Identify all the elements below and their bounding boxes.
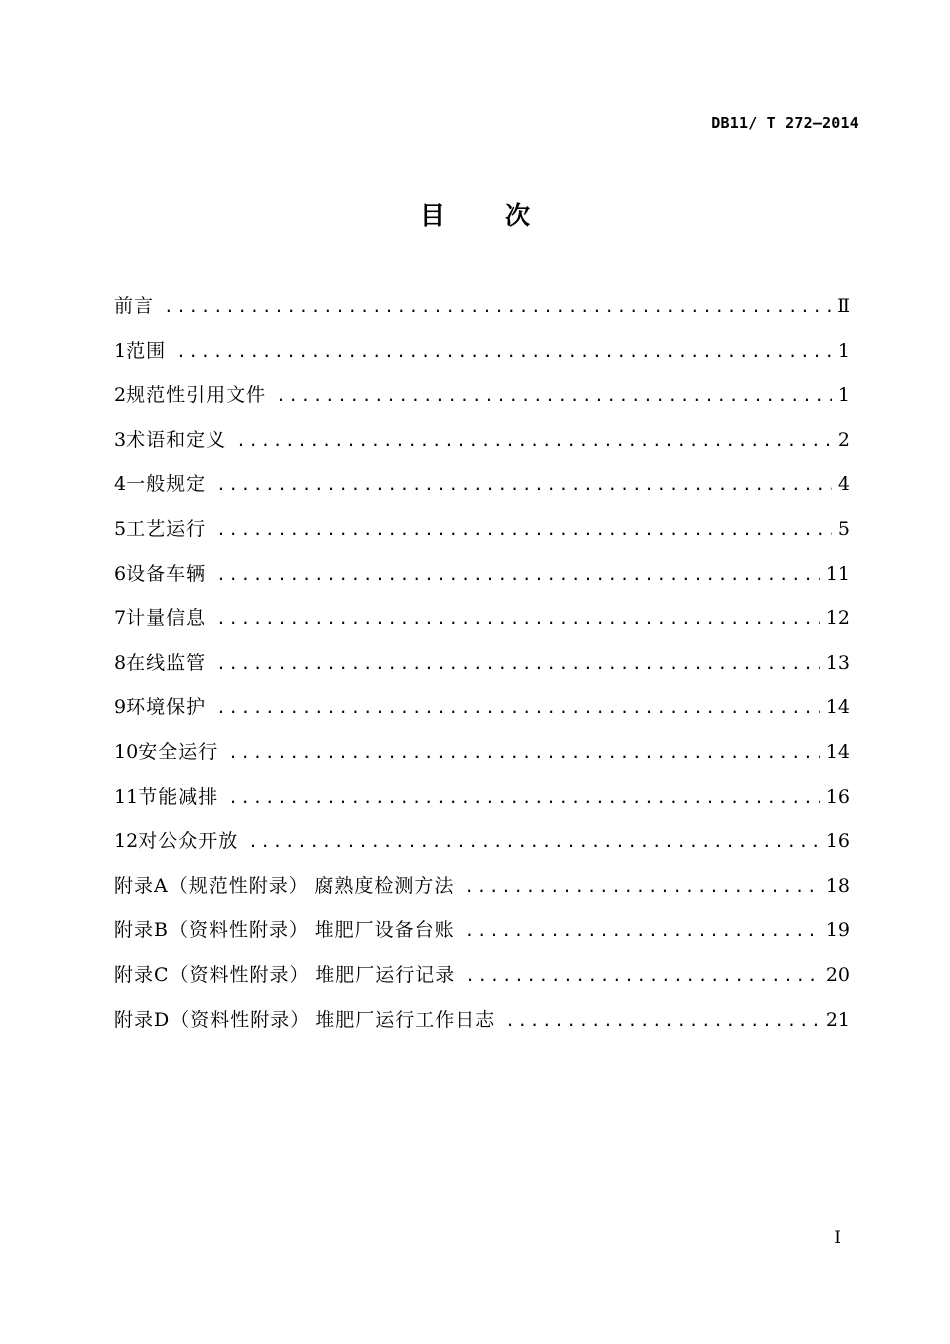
toc-entry-page: 19 (825, 919, 850, 942)
toc-entry-label: 设备车辆 (126, 562, 207, 585)
toc-entry-number: 11 (114, 785, 139, 808)
toc-entry-subtitle: 堆肥厂运行记录 (315, 963, 456, 986)
toc-leader-dots (216, 463, 832, 508)
toc-entry-label: 节能减排 (138, 785, 219, 808)
toc-entry-page: 18 (825, 874, 850, 897)
toc-leader-dots (216, 597, 820, 642)
toc-entry-label: 范围 (126, 339, 167, 362)
toc-entry-appendix-c[interactable] (114, 953, 850, 998)
toc-leader-dots (248, 820, 820, 865)
toc-entry-number: 1 (114, 339, 127, 362)
toc-entry-page: 11 (825, 562, 850, 585)
toc-entry-number: 10 (114, 740, 139, 763)
toc-entry-subtitle: 堆肥厂运行工作日志 (315, 1008, 496, 1031)
toc-entry-12[interactable] (114, 819, 850, 864)
toc-entry-label: 一般规定 (126, 473, 207, 496)
toc-entry-page: 14 (825, 696, 850, 719)
toc-leader-dots (216, 642, 820, 687)
toc-entry-label: 规范性引用文件 (126, 384, 267, 407)
toc-entry-page: 14 (825, 740, 850, 763)
page-number: I (834, 1228, 841, 1248)
toc-entry-label: 附录A（规范性附录） (114, 874, 309, 897)
toc-leader-dots (216, 686, 820, 731)
toc-entry-page: 5 (837, 517, 850, 540)
toc-entry-page: 16 (825, 785, 850, 808)
toc-entry-label: 环境保护 (126, 696, 207, 719)
toc-entry-number: 9 (114, 696, 127, 719)
toc-entry-3[interactable] (114, 418, 850, 463)
toc-entry-label: 在线监管 (126, 651, 207, 674)
toc-entry-number: 4 (114, 473, 127, 496)
toc-entry-number: 12 (114, 830, 139, 853)
toc-leader-dots (228, 776, 820, 821)
toc-entry-page: 2 (837, 428, 850, 451)
toc-entry-6[interactable] (114, 552, 850, 597)
toc-entry-number: 8 (114, 651, 127, 674)
toc-entry-page: 1 (837, 384, 850, 407)
toc-entry-8[interactable] (114, 641, 850, 686)
toc-entry-page: 20 (825, 963, 850, 986)
toc-entry-1[interactable] (114, 329, 850, 374)
toc-title-char-2: 次 (505, 201, 531, 230)
toc-leader-dots (216, 508, 832, 553)
toc-title-char-1: 目 (419, 201, 445, 230)
toc-entry-label: 对公众开放 (138, 830, 239, 853)
toc-entry-5[interactable] (114, 507, 850, 552)
toc-entry-appendix-b[interactable] (114, 908, 850, 953)
toc-leader-dots (216, 553, 820, 598)
toc-leader-dots (505, 999, 820, 1044)
toc-entry-page: 16 (825, 830, 850, 853)
toc-entry-page: Ⅱ (837, 295, 850, 317)
toc-entry-label: 工艺运行 (126, 517, 207, 540)
table-of-contents (114, 284, 850, 1042)
toc-entry-number: 2 (114, 384, 127, 407)
toc-entry-label: 安全运行 (138, 740, 219, 763)
toc-entry-9[interactable] (114, 685, 850, 730)
toc-leader-dots (464, 865, 819, 910)
toc-entry-page: 4 (837, 473, 850, 496)
toc-entry-foreword[interactable] (114, 284, 850, 329)
toc-entry-page: 21 (825, 1008, 850, 1031)
toc-entry-4[interactable] (114, 462, 850, 507)
toc-entry-appendix-a[interactable] (114, 864, 850, 909)
toc-entry-page: 12 (825, 607, 850, 630)
toc-leader-dots (176, 330, 832, 375)
toc-leader-dots (465, 954, 820, 999)
toc-entry-7[interactable] (114, 596, 850, 641)
toc-entry-label: 附录B（资料性附录） (114, 919, 309, 942)
toc-entry-page: 13 (825, 651, 850, 674)
toc-entry-label: 附录D（资料性附录） (114, 1008, 311, 1031)
toc-entry-subtitle: 腐熟度检测方法 (314, 874, 455, 897)
toc-leader-dots (236, 419, 832, 464)
toc-entry-11[interactable] (114, 775, 850, 820)
toc-entry-number: 5 (114, 517, 127, 540)
toc-entry-10[interactable] (114, 730, 850, 775)
toc-entry-label: 附录C（资料性附录） (114, 963, 310, 986)
toc-entry-2[interactable] (114, 373, 850, 418)
toc-entry-page: 1 (837, 339, 850, 362)
toc-entry-number: 7 (114, 607, 127, 630)
toc-entry-label: 计量信息 (126, 607, 207, 630)
toc-entry-subtitle: 堆肥厂设备台账 (314, 919, 455, 942)
toc-leader-dots (276, 374, 832, 419)
toc-title (0, 198, 950, 234)
toc-entry-appendix-d[interactable] (114, 998, 850, 1043)
toc-entry-label: 术语和定义 (126, 428, 227, 451)
document-code: DB11/ T 272—2014 (711, 114, 859, 132)
toc-entry-label: 前言 (114, 295, 155, 317)
toc-leader-dots (228, 731, 820, 776)
toc-leader-dots (164, 285, 831, 330)
toc-entry-number: 3 (114, 428, 127, 451)
toc-entry-number: 6 (114, 562, 127, 585)
toc-leader-dots (465, 909, 820, 954)
